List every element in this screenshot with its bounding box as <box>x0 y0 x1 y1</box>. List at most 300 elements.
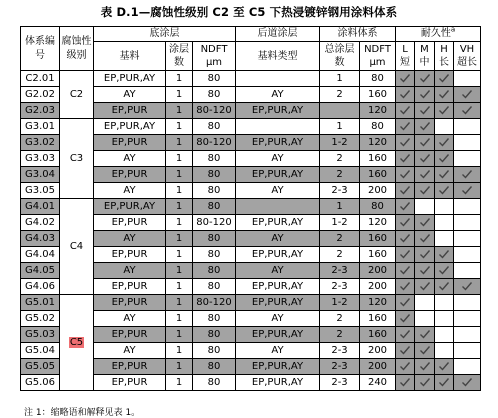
durability-l-cell <box>396 327 415 343</box>
ndft-cell: 80 <box>193 247 236 263</box>
durability-m-cell <box>415 247 435 263</box>
durability-l-cell <box>396 375 415 391</box>
binder-type-cell: AY <box>236 151 320 167</box>
corrosivity-cell <box>60 71 94 119</box>
coats-cell: 1 <box>166 167 193 183</box>
coats-cell: 1 <box>166 263 193 279</box>
header-binder-type: 基料类型 <box>236 42 320 71</box>
total-coats-cell: 2 <box>320 247 360 263</box>
checkmark-icon <box>419 264 431 276</box>
binder-type-cell: EP,PUR,AY <box>236 359 320 375</box>
total-coats-cell: 2-3 <box>320 359 360 375</box>
ndft-total-cell: 80 <box>360 119 396 135</box>
header-subsequent-group: 后道涂层 <box>236 27 320 42</box>
checkmark-icon <box>399 360 411 372</box>
checkmark-icon <box>419 152 431 164</box>
binder-type-cell: EP,PUR,AY <box>236 375 320 391</box>
header-coats: 涂层数 <box>166 42 193 71</box>
durability-l-cell <box>396 167 415 183</box>
durability-vh-cell <box>454 151 481 167</box>
checkmark-icon <box>419 280 431 292</box>
binder-type-cell: AY <box>236 263 320 279</box>
header-durability-l <box>396 42 415 71</box>
header-durability-group: 耐久性$^a$ <box>396 27 481 42</box>
ndft-cell: 80 <box>193 279 236 295</box>
durability-label: 超长 <box>457 57 477 68</box>
checkmark-icon <box>419 376 431 388</box>
binder-type-cell: EP,PUR,AY <box>236 215 320 231</box>
binder-type-cell <box>236 199 320 215</box>
system-id-cell: G3.04 <box>21 167 60 183</box>
ndft-total-cell: 160 <box>360 327 396 343</box>
corrosivity-cell <box>60 199 94 295</box>
durability-l-cell <box>396 199 415 215</box>
system-id-cell: G4.04 <box>21 247 60 263</box>
ndft-cell: 80-120 <box>193 295 236 311</box>
durability-m-cell <box>415 71 435 87</box>
coats-cell: 1 <box>166 311 193 327</box>
durability-h-cell <box>435 327 454 343</box>
total-coats-cell: 2 <box>320 151 360 167</box>
ndft-cell: 80 <box>193 263 236 279</box>
checkmark-icon <box>438 360 450 372</box>
durability-vh-cell <box>454 311 481 327</box>
checkmark-icon <box>461 184 473 196</box>
ndft-total-cell: 120 <box>360 215 396 231</box>
durability-label: 短 <box>400 57 410 68</box>
ndft-total-cell: 200 <box>360 343 396 359</box>
ndft-total-cell: 200 <box>360 359 396 375</box>
checkmark-icon <box>399 312 411 324</box>
durability-label: 长 <box>439 57 449 68</box>
checkmark-icon <box>399 72 411 84</box>
coats-cell: 1 <box>166 119 193 135</box>
durability-m-cell <box>415 279 435 295</box>
total-coats-cell: 2-3 <box>320 183 360 199</box>
system-id-cell: G4.02 <box>21 215 60 231</box>
checkmark-icon <box>438 264 450 276</box>
coats-cell: 1 <box>166 375 193 391</box>
binder-cell: AY <box>94 183 166 199</box>
header-ndft: NDFT μm <box>193 42 236 71</box>
total-coats-cell: 2 <box>320 311 360 327</box>
ndft-cell: 80 <box>193 375 236 391</box>
binder-type-cell: EP,PUR,AY <box>236 295 320 311</box>
ndft-total-cell: 80 <box>360 199 396 215</box>
table-note: 注 1：缩略语和解释见表 1。 <box>24 408 141 418</box>
durability-l-cell <box>396 279 415 295</box>
checkmark-icon <box>399 328 411 340</box>
durability-vh-cell <box>454 199 481 215</box>
durability-m-cell <box>415 215 435 231</box>
checkmark-icon <box>419 72 431 84</box>
checkmark-icon <box>399 216 411 228</box>
ndft-cell: 80 <box>193 119 236 135</box>
durability-m-cell <box>415 311 435 327</box>
durability-vh-cell <box>454 215 481 231</box>
ndft-cell: 80-120 <box>193 103 236 119</box>
durability-code: H <box>440 44 448 55</box>
header-system-no: 体系编号 <box>21 27 60 71</box>
binder-cell: AY <box>94 343 166 359</box>
binder-cell: EP,PUR <box>94 215 166 231</box>
total-coats-cell: 1-2 <box>320 215 360 231</box>
binder-cell: EP,PUR <box>94 103 166 119</box>
ndft-cell: 80 <box>193 359 236 375</box>
system-id-cell: G3.02 <box>21 135 60 151</box>
total-coats-cell: 2-3 <box>320 375 360 391</box>
ndft-cell: 80 <box>193 183 236 199</box>
header-coating-system-group: 涂料体系 <box>320 27 396 42</box>
ndft-total-cell: 200 <box>360 263 396 279</box>
ndft-cell: 80 <box>193 231 236 247</box>
binder-type-cell: AY <box>236 87 320 103</box>
binder-type-cell: AY <box>236 231 320 247</box>
durability-m-cell <box>415 119 435 135</box>
durability-l-cell <box>396 119 415 135</box>
durability-h-cell <box>435 103 454 119</box>
checkmark-icon <box>419 328 431 340</box>
durability-m-cell <box>415 375 435 391</box>
checkmark-icon <box>399 184 411 196</box>
corrosivity-label: C2 <box>69 88 84 100</box>
durability-l-cell <box>396 183 415 199</box>
durability-h-cell <box>435 359 454 375</box>
checkmark-icon <box>419 216 431 228</box>
checkmark-icon <box>399 344 411 356</box>
durability-m-cell <box>415 151 435 167</box>
durability-l-cell <box>396 343 415 359</box>
binder-type-cell: EP,PUR,AY <box>236 135 320 151</box>
ndft-total-cell: 160 <box>360 311 396 327</box>
durability-l-cell <box>396 295 415 311</box>
checkmark-icon <box>419 360 431 372</box>
durability-vh-cell <box>454 279 481 295</box>
corrosivity-label: C4 <box>69 240 84 252</box>
coats-cell: 1 <box>166 247 193 263</box>
table-row <box>21 71 481 87</box>
binder-type-cell: EP,PUR,AY <box>236 327 320 343</box>
corrosivity-label: C5 <box>69 336 84 348</box>
total-coats-cell: 1-2 <box>320 135 360 151</box>
system-id-cell: G3.01 <box>21 119 60 135</box>
binder-type-cell: AY <box>236 311 320 327</box>
total-coats-cell: 1 <box>320 199 360 215</box>
ndft-total-cell: 160 <box>360 231 396 247</box>
binder-cell: EP,PUR <box>94 247 166 263</box>
durability-h-cell <box>435 375 454 391</box>
checkmark-icon <box>419 232 431 244</box>
binder-cell: EP,PUR <box>94 295 166 311</box>
checkmark-icon <box>399 248 411 260</box>
coats-cell: 1 <box>166 103 193 119</box>
durability-m-cell <box>415 135 435 151</box>
durability-footnote-mark: a <box>450 26 456 34</box>
binder-cell: EP,PUR,AY <box>94 199 166 215</box>
checkmark-icon <box>419 120 431 132</box>
system-id-cell: G5.01 <box>21 295 60 311</box>
durability-vh-cell <box>454 295 481 311</box>
durability-code: M <box>420 44 429 55</box>
coating-systems-table <box>20 26 481 391</box>
durability-h-cell <box>435 87 454 103</box>
checkmark-icon <box>399 104 411 116</box>
durability-h-cell <box>435 311 454 327</box>
checkmark-icon <box>461 280 473 292</box>
binder-cell: EP,PUR <box>94 279 166 295</box>
binder-type-cell: AY <box>236 183 320 199</box>
checkmark-icon <box>399 296 411 308</box>
checkmark-icon <box>419 168 431 180</box>
durability-vh-cell <box>454 263 481 279</box>
checkmark-icon <box>399 376 411 388</box>
checkmark-icon <box>399 88 411 100</box>
total-coats-cell: 2 <box>320 87 360 103</box>
coats-cell: 1 <box>166 215 193 231</box>
durability-h-cell <box>435 199 454 215</box>
binder-type-cell: EP,PUR,AY <box>236 247 320 263</box>
table-row <box>21 199 481 215</box>
binder-cell: EP,PUR <box>94 135 166 151</box>
header-durability-h <box>435 42 454 71</box>
binder-cell: EP,PUR <box>94 327 166 343</box>
durability-vh-cell <box>454 103 481 119</box>
ndft-total-cell: 200 <box>360 183 396 199</box>
durability-m-cell <box>415 343 435 359</box>
ndft-total-cell: 160 <box>360 151 396 167</box>
durability-label: 中 <box>419 57 430 68</box>
checkmark-icon <box>438 72 450 84</box>
system-id-cell: G5.02 <box>21 311 60 327</box>
binder-cell: EP,PUR,AY <box>94 119 166 135</box>
durability-vh-cell <box>454 167 481 183</box>
durability-m-cell <box>415 263 435 279</box>
durability-m-cell <box>415 199 435 215</box>
checkmark-icon <box>438 104 450 116</box>
durability-m-cell <box>415 359 435 375</box>
durability-vh-cell <box>454 87 481 103</box>
coats-cell: 1 <box>166 327 193 343</box>
durability-vh-cell <box>454 327 481 343</box>
checkmark-icon <box>399 200 411 212</box>
durability-vh-cell <box>454 183 481 199</box>
checkmark-icon <box>419 88 431 100</box>
total-coats-cell: 2 <box>320 167 360 183</box>
ndft-total-cell: 80 <box>360 71 396 87</box>
durability-l-cell <box>396 247 415 263</box>
coats-cell: 1 <box>166 183 193 199</box>
ndft-total-cell: 160 <box>360 167 396 183</box>
durability-m-cell <box>415 103 435 119</box>
durability-h-cell <box>435 343 454 359</box>
durability-m-cell <box>415 183 435 199</box>
durability-h-cell <box>435 215 454 231</box>
coats-cell: 1 <box>166 231 193 247</box>
durability-m-cell <box>415 231 435 247</box>
durability-l-cell <box>396 311 415 327</box>
durability-h-cell <box>435 295 454 311</box>
checkmark-icon <box>438 88 450 100</box>
total-coats-cell: 2 <box>320 231 360 247</box>
durability-m-cell <box>415 167 435 183</box>
ndft-cell: 80-120 <box>193 215 236 231</box>
total-coats-cell: 1 <box>320 71 360 87</box>
system-id-cell: C2.01 <box>21 71 60 87</box>
ndft-total-cell: 160 <box>360 247 396 263</box>
ndft-total-cell: 200 <box>360 279 396 295</box>
binder-cell: AY <box>94 151 166 167</box>
system-id-cell: G5.05 <box>21 359 60 375</box>
durability-l-cell <box>396 231 415 247</box>
ndft-cell: 80 <box>193 343 236 359</box>
durability-h-cell <box>435 183 454 199</box>
checkmark-icon <box>461 376 473 388</box>
ndft-cell: 80 <box>193 167 236 183</box>
ndft-total-cell: 120 <box>360 103 396 119</box>
total-coats-cell: 2 <box>320 327 360 343</box>
ndft-cell: 80 <box>193 327 236 343</box>
checkmark-icon <box>399 168 411 180</box>
checkmark-icon <box>438 152 450 164</box>
system-id-cell: G2.03 <box>21 103 60 119</box>
durability-h-cell <box>435 135 454 151</box>
table-row <box>21 119 481 135</box>
system-id-cell: G4.01 <box>21 199 60 215</box>
checkmark-icon <box>438 136 450 148</box>
table-title: 表 D.1—腐蚀性级别 C2 至 C5 下热浸镀锌钢用涂料体系 <box>100 5 398 19</box>
system-id-cell: G5.03 <box>21 327 60 343</box>
header-durability-vh <box>454 42 481 71</box>
durability-m-cell <box>415 327 435 343</box>
checkmark-icon <box>399 280 411 292</box>
coats-cell: 1 <box>166 295 193 311</box>
durability-l-cell <box>396 263 415 279</box>
coats-cell: 1 <box>166 359 193 375</box>
durability-h-cell <box>435 279 454 295</box>
checkmark-icon <box>438 168 450 180</box>
header-primer-group: 底涂层 <box>94 27 236 42</box>
checkmark-icon <box>399 152 411 164</box>
durability-vh-cell <box>454 71 481 87</box>
total-coats-cell: 2-3 <box>320 263 360 279</box>
durability-h-cell <box>435 247 454 263</box>
durability-h-cell <box>435 151 454 167</box>
durability-vh-cell <box>454 231 481 247</box>
durability-l-cell <box>396 151 415 167</box>
checkmark-icon <box>419 136 431 148</box>
durability-l-cell <box>396 215 415 231</box>
checkmark-icon <box>419 184 431 196</box>
binder-type-cell <box>236 119 320 135</box>
checkmark-icon <box>438 280 450 292</box>
binder-cell: EP,PUR <box>94 359 166 375</box>
total-coats-cell: 2-3 <box>320 343 360 359</box>
binder-cell: AY <box>94 87 166 103</box>
system-id-cell: G4.06 <box>21 279 60 295</box>
system-id-cell: G5.04 <box>21 343 60 359</box>
durability-h-cell <box>435 231 454 247</box>
ndft-cell: 80 <box>193 199 236 215</box>
binder-cell: EP,PUR <box>94 375 166 391</box>
binder-type-cell <box>236 71 320 87</box>
checkmark-icon <box>461 168 473 180</box>
binder-cell: AY <box>94 263 166 279</box>
binder-cell: AY <box>94 231 166 247</box>
checkmark-icon <box>461 104 473 116</box>
checkmark-icon <box>419 248 431 260</box>
checkmark-icon <box>438 376 450 388</box>
durability-code: VH <box>459 44 475 55</box>
durability-l-cell <box>396 87 415 103</box>
ndft-total-cell: 240 <box>360 375 396 391</box>
corrosivity-cell <box>60 295 94 391</box>
durability-l-cell <box>396 359 415 375</box>
checkmark-icon <box>399 120 411 132</box>
system-id-cell: G2.02 <box>21 87 60 103</box>
system-id-cell: G4.05 <box>21 263 60 279</box>
durability-vh-cell <box>454 359 481 375</box>
system-id-cell: G3.03 <box>21 151 60 167</box>
header-durability-m <box>415 42 435 71</box>
ndft-cell: 80 <box>193 71 236 87</box>
total-coats-cell <box>320 103 360 119</box>
durability-m-cell <box>415 295 435 311</box>
system-id-cell: G3.05 <box>21 183 60 199</box>
corrosivity-label: C3 <box>69 152 84 164</box>
table-body <box>21 71 481 391</box>
checkmark-icon <box>399 136 411 148</box>
binder-type-cell: AY <box>236 343 320 359</box>
durability-vh-cell <box>454 375 481 391</box>
checkmark-icon <box>438 248 450 260</box>
durability-vh-cell <box>454 247 481 263</box>
durability-h-cell <box>435 71 454 87</box>
corrosivity-cell <box>60 119 94 199</box>
total-coats-cell: 2-3 <box>320 279 360 295</box>
table-row <box>21 295 481 311</box>
checkmark-icon <box>461 88 473 100</box>
ndft-cell: 80-120 <box>193 135 236 151</box>
durability-l-cell <box>396 103 415 119</box>
header-corrosivity: 腐蚀性级别 <box>60 27 94 71</box>
total-coats-cell: 1-2 <box>320 295 360 311</box>
header-binder: 基料 <box>94 42 166 71</box>
coats-cell: 1 <box>166 343 193 359</box>
binder-type-cell: EP,PUR,AY <box>236 279 320 295</box>
checkmark-icon <box>419 344 431 356</box>
durability-l-cell <box>396 71 415 87</box>
durability-code: L <box>402 44 408 55</box>
durability-h-cell <box>435 263 454 279</box>
checkmark-icon <box>438 184 450 196</box>
durability-l-cell <box>396 135 415 151</box>
system-id-cell: G5.06 <box>21 375 60 391</box>
checkmark-icon <box>399 264 411 276</box>
coats-cell: 1 <box>166 135 193 151</box>
coats-cell: 1 <box>166 71 193 87</box>
durability-vh-cell <box>454 343 481 359</box>
binder-type-cell: EP,PUR,AY <box>236 167 320 183</box>
durability-h-cell <box>435 167 454 183</box>
coats-cell: 1 <box>166 279 193 295</box>
binder-cell: AY <box>94 311 166 327</box>
ndft-cell: 80 <box>193 151 236 167</box>
coats-cell: 1 <box>166 199 193 215</box>
coats-cell: 1 <box>166 151 193 167</box>
system-id-cell: G4.03 <box>21 231 60 247</box>
ndft-cell: 80 <box>193 311 236 327</box>
binder-type-cell: EP,PUR,AY <box>236 103 320 119</box>
